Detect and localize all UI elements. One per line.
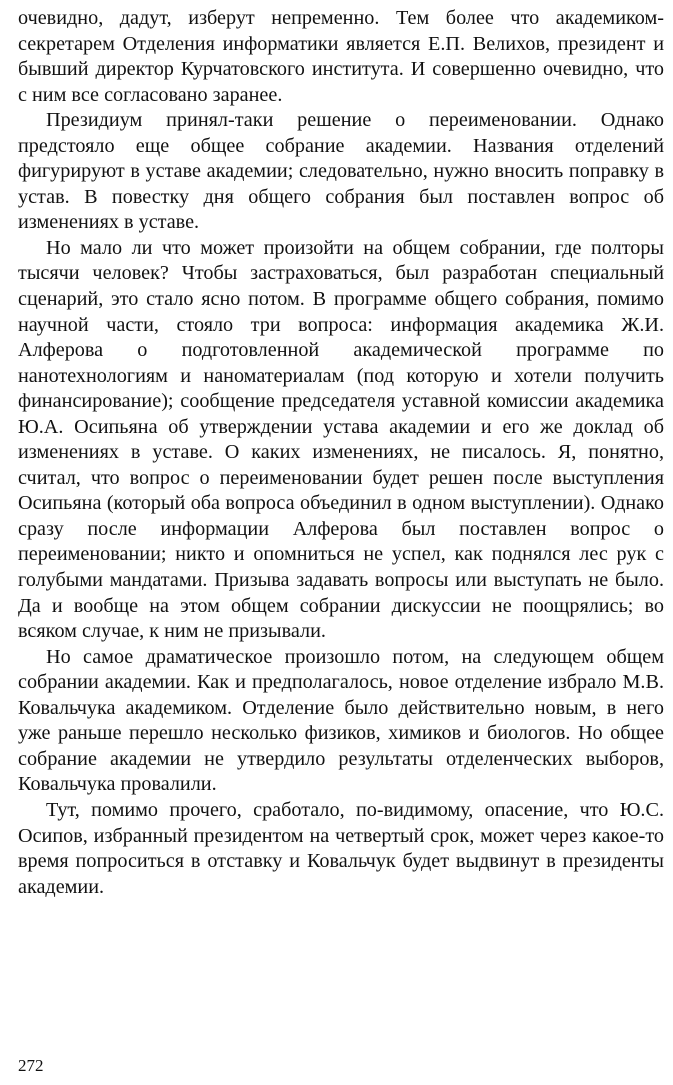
paragraph-5: Тут, помимо прочего, сработало, по-видимому, опасение, что Ю.С. Осипов, избранный президентом на четвертый срок, может через какое-то время попроситься в отставку и Ковальчук будет выдвинут в президенты академии. bbox=[18, 798, 664, 898]
page-body bbox=[18, 6, 664, 900]
paragraph-4: Но самое драматическое произошло потом, на следующем общем собрании академии. Как и предполагалось, новое отделение избрало М.В. Ковальчука академиком. Отделение было действительно новым, в него уже раньше перешло несколько физиков, химиков и биологов. Но общее собрание академии не утвердило результаты отделенческих выборов, Ковальчука провалили. bbox=[18, 645, 664, 796]
paragraph-3: Но мало ли что может произойти на общем собрании, где полторы тысячи человек? Чтобы застраховаться, был разработан специальный сценарий, это стало ясно потом. В программе общего собрания, помимо научной части, стояло три вопроса: информация академика Ж.И. Алферова о подготовленной академической программе по нанотехнологиям и наноматериалам (под которую и хотели получить финансирование); сообщение председателя уставной комиссии академика Ю.А. Осипьяна об утверждении устава академии и его же доклад об изменениях в уставе. О каких изменениях, не писалось. Я, понятно, считал, что вопрос о переименовании будет решен после выступления Осипьяна (который оба вопроса объединил в одном выступлении). Однако сразу после информации Алферова был поставлен вопрос о переименовании; никто и опомниться не успел, как поднялся лес рук с голубыми мандатами. Призыва задавать вопросы или выступать не было. Да и вообще на этом общем собрании дискуссии не поощрялись; во всяком случае, к ним не призывали. bbox=[18, 236, 664, 643]
page-number: 272 bbox=[18, 1056, 44, 1075]
paragraph-2: Президиум принял-таки решение о переименовании. Однако предстояло еще общее собрание академии. Названия отделений фигурируют в уставе академии; следовательно, нужно вносить поправку в устав. В повестку дня общего собрания был поставлен вопрос об изменениях в уставе. bbox=[18, 109, 664, 234]
paragraph-1: очевидно, дадут, изберут непременно. Тем более что академиком-секретарем Отделения информатики является Е.П. Велихов, президент и бывший директор Курчатовского института. И совершенно очевидно, что с ним все согласовано заранее. bbox=[18, 7, 664, 106]
